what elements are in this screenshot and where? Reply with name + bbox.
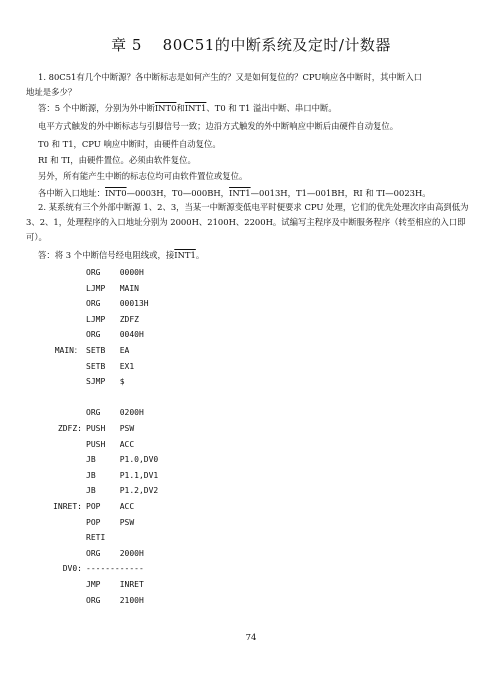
a2-pre: 答：将 3 个中断信号经电阻线或，接	[38, 250, 175, 260]
int1-symbol: INT1	[229, 188, 251, 198]
code-label: MAIN：	[54, 346, 82, 355]
q1-line1: 1. 80C51有几个中断源？各中断标志是如何产生的？又是如何复位的？CPU响应各中断时，其中断入口	[38, 72, 422, 82]
code-label: ZDFZ:	[57, 424, 82, 433]
int1-symbol: INT1	[174, 250, 196, 260]
a1-l6-pre: 各中断入口地址：	[38, 188, 105, 198]
a1-l6-post: —0013H，T1—001BH，RI 和 TI—0023H。	[250, 188, 431, 198]
a1-line6	[38, 188, 431, 199]
a1-l6-mid: —0003H，T0—000BH，	[126, 188, 230, 198]
int0-symbol: INT0	[105, 188, 127, 198]
code-instruction: RETI	[86, 533, 106, 543]
code-instruction: JB P1.1,DV1	[86, 470, 159, 480]
a2-line	[38, 250, 204, 261]
int0-symbol: INT0	[154, 103, 177, 113]
code-instruction: JMP INRET	[86, 580, 144, 589]
q2-paragraph: 2. 某系统有三个外部中断源 1、2、3，当某一中断源变低电平时便要求 CPU 处理，它们的优先处理次序由高到低为 3、2、1，处理程序的入口地址分别为 2000H、2100H、2200H。试编写主程序及中断服务程序（转至相应的入口即可）。	[26, 202, 469, 242]
a2-post: 。	[195, 250, 205, 260]
q1-line2: 地址是多少？	[26, 87, 77, 97]
a1-line5: 另外，所有能产生中断的标志位均可由软件置位或复位。	[38, 171, 248, 181]
a1-l1-pre: 答：5 个中断源，分别为外中断	[38, 103, 155, 113]
a1-line3: T0 和 T1，CPU 响应中断时，由硬件自动复位。	[38, 139, 221, 149]
code-instruction: PUSH ACC	[86, 439, 135, 449]
int1-symbol: INT1	[184, 103, 207, 113]
code-instruction: SETB EA	[86, 346, 130, 355]
a1-l1-post: 、T0 和 T1 溢出中断、串口中断。	[206, 103, 337, 113]
code-label: INRET:	[53, 502, 82, 511]
code-instruction: POP ACC	[86, 502, 135, 511]
code-instruction: POP PSW	[86, 517, 135, 527]
code-instruction: ORG 0040H	[86, 330, 144, 340]
a1-l1-and: 和	[176, 103, 185, 113]
a1-line2: 电平方式触发的外中断标志与引脚信号一致；边沿方式触发的外中断响应中断后由硬件自动复位。	[38, 121, 399, 131]
code-instruction: SJMP $	[86, 377, 125, 387]
code-instruction: ORG 2000H	[86, 548, 144, 558]
code-instruction: ------------	[86, 564, 144, 574]
code-label: DV0:	[62, 564, 82, 574]
a1-line1	[38, 103, 337, 114]
code-instruction: LJMP MAIN	[86, 283, 139, 293]
code-instruction: JB P1.0,DV0	[86, 455, 159, 465]
code-instruction: PUSH PSW	[86, 424, 135, 433]
code-instruction: ORG 0200H	[86, 408, 144, 418]
a1-line4: RI 和 TI，由硬件置位。必须由软件复位。	[38, 155, 196, 165]
code-instruction: ORG 0000H	[86, 268, 144, 277]
page-number: 74	[245, 633, 257, 643]
code-instruction: SETB EX1	[86, 361, 135, 371]
chapter-title: 章 5 80C51的中断系统及定时/计数器	[111, 36, 391, 54]
code-instruction: ORG 00013H	[86, 299, 149, 309]
code-instruction: JB P1.2,DV2	[86, 486, 159, 496]
code-instruction: ORG 2100H	[86, 595, 144, 605]
code-instruction: LJMP ZDFZ	[86, 314, 139, 324]
